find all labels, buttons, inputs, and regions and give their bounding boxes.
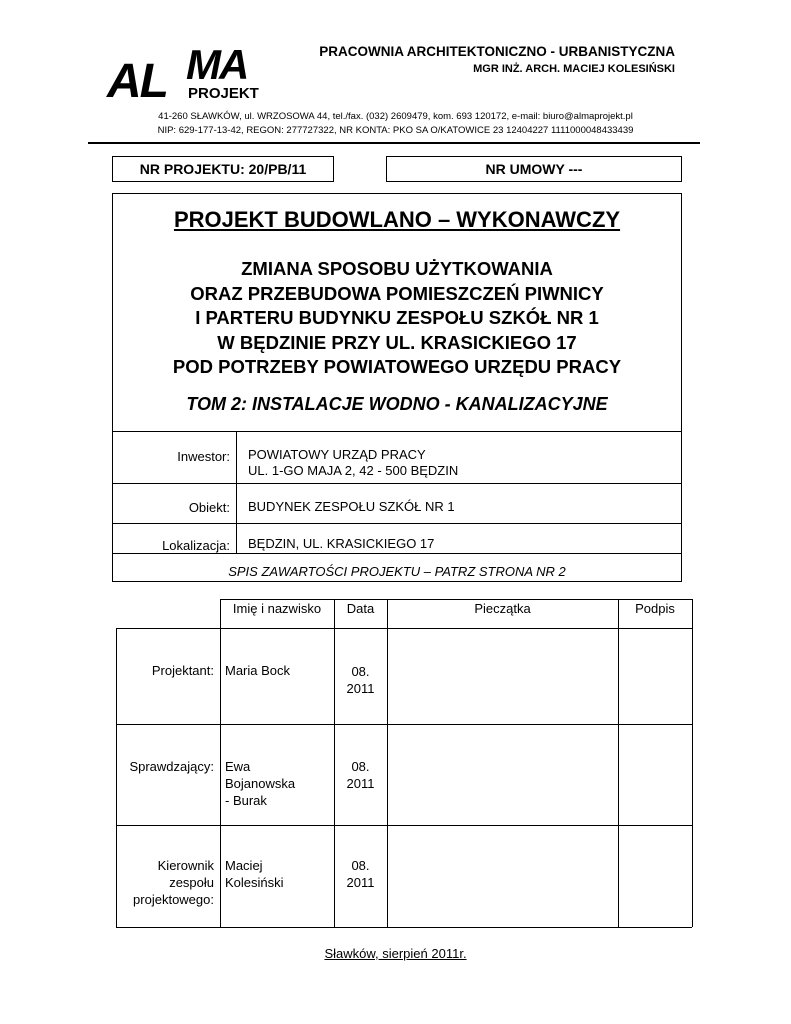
role-cell <box>116 857 214 908</box>
divider <box>112 553 682 554</box>
role-text: projektowego: <box>133 892 214 907</box>
role-text: Kierownik <box>157 858 214 873</box>
document-title: PROJEKT BUDOWLANO – WYKONAWCZY <box>173 207 621 232</box>
investor-name: POWIATOWY URZĄD PRACY <box>248 447 426 462</box>
subtitle-line: ZMIANA SPOSOBU UŻYTKOWANIA <box>241 258 553 279</box>
table-border <box>387 599 388 927</box>
logo-ma: MA <box>186 41 248 88</box>
date-text: 2011 <box>346 875 375 890</box>
role-text: zespołu <box>169 875 214 890</box>
date-text: 08. <box>351 664 370 679</box>
firm-name: PRACOWNIA ARCHITEKTONICZNO - URBANISTYCZNA <box>319 44 675 59</box>
table-border <box>220 599 221 927</box>
table-border <box>116 825 692 826</box>
address-line-1: 41-260 SŁAWKÓW, ul. WRZOSOWA 44, tel./fax. (032) 2609479, kom. 693 120172, e-mail: biuro@almaprojekt.pl <box>158 111 633 122</box>
date-cell <box>334 663 387 697</box>
header-name: Imię i nazwisko <box>232 601 322 616</box>
investor-value <box>248 447 458 479</box>
name-text: Kolesiński <box>225 875 284 890</box>
address-line-2: NIP: 629-177-13-42, REGON: 277727322, NR KONTA: PKO SA O/KATOWICE 23 12404227 1111000048433439 <box>157 125 634 136</box>
investor-address: UL. 1-GO MAJA 2, 42 - 500 BĘDZIN <box>248 463 459 478</box>
role-text: Projektant: <box>151 663 214 678</box>
subtitle-line: I PARTERU BUDYNKU ZESPOŁU SZKÓŁ NR 1 <box>195 307 599 328</box>
date-text: 2011 <box>346 681 375 696</box>
table-border <box>692 599 693 927</box>
name-cell <box>225 758 295 809</box>
role-cell <box>116 662 214 679</box>
subtitle <box>112 257 682 380</box>
divider <box>112 523 682 524</box>
object-value: BUDYNEK ZESPOŁU SZKÓŁ NR 1 <box>248 499 455 514</box>
role-text: Sprawdzający: <box>129 759 214 774</box>
contents-note: SPIS ZAWARTOŚCI PROJEKTU – PATRZ STRONA NR 2 <box>228 564 566 579</box>
place-date-footer: Sławków, sierpień 2011r. <box>324 946 467 961</box>
header-rule <box>88 142 700 144</box>
table-border <box>220 599 692 600</box>
table-border <box>116 927 692 928</box>
date-cell <box>334 857 387 891</box>
location-value: BĘDZIN, UL. KRASICKIEGO 17 <box>248 536 435 551</box>
header-date: Data <box>346 601 375 616</box>
date-text: 08. <box>351 759 370 774</box>
project-number-box: NR PROJEKTU: 20/PB/11 <box>112 156 334 182</box>
date-text: 2011 <box>346 776 375 791</box>
name-text: Bojanowska <box>225 776 296 791</box>
table-border <box>116 724 692 725</box>
subtitle-line: W BĘDZINIE PRZY UL. KRASICKIEGO 17 <box>217 331 577 353</box>
divider <box>112 483 682 484</box>
name-cell <box>225 662 290 679</box>
date-cell <box>334 758 387 792</box>
investor-label: Inwestor: <box>177 449 230 464</box>
name-text: - Burak <box>225 793 267 808</box>
header-signature: Podpis <box>635 601 675 616</box>
table-border <box>116 628 692 629</box>
name-text: Ewa <box>225 759 251 774</box>
logo-projekt: PROJEKT <box>188 85 259 102</box>
name-text: Maciej <box>225 858 263 873</box>
firm-owner: MGR INŻ. ARCH. MACIEJ KOLESIŃSKI <box>473 63 675 75</box>
name-cell <box>225 857 284 891</box>
name-text: Maria Bock <box>225 663 291 678</box>
location-label: Lokalizacja: <box>162 538 230 553</box>
header-stamp: Pieczątka <box>474 601 531 616</box>
subtitle-line: ORAZ PRZEBUDOWA POMIESZCZEŃ PIWNICY <box>190 282 604 304</box>
object-label: Obiekt: <box>188 500 230 515</box>
date-text: 08. <box>351 858 370 873</box>
logo-al: AL <box>107 55 167 108</box>
role-cell <box>116 758 214 775</box>
divider <box>112 431 682 432</box>
contract-number-box: NR UMOWY --- <box>386 156 682 182</box>
volume-title: TOM 2: INSTALACJE WODNO - KANALIZACYJNE <box>186 394 608 414</box>
subtitle-line: POD POTRZEBY POWIATOWEGO URZĘDU PRACY <box>172 356 622 377</box>
divider <box>236 431 237 553</box>
table-border <box>618 599 619 927</box>
